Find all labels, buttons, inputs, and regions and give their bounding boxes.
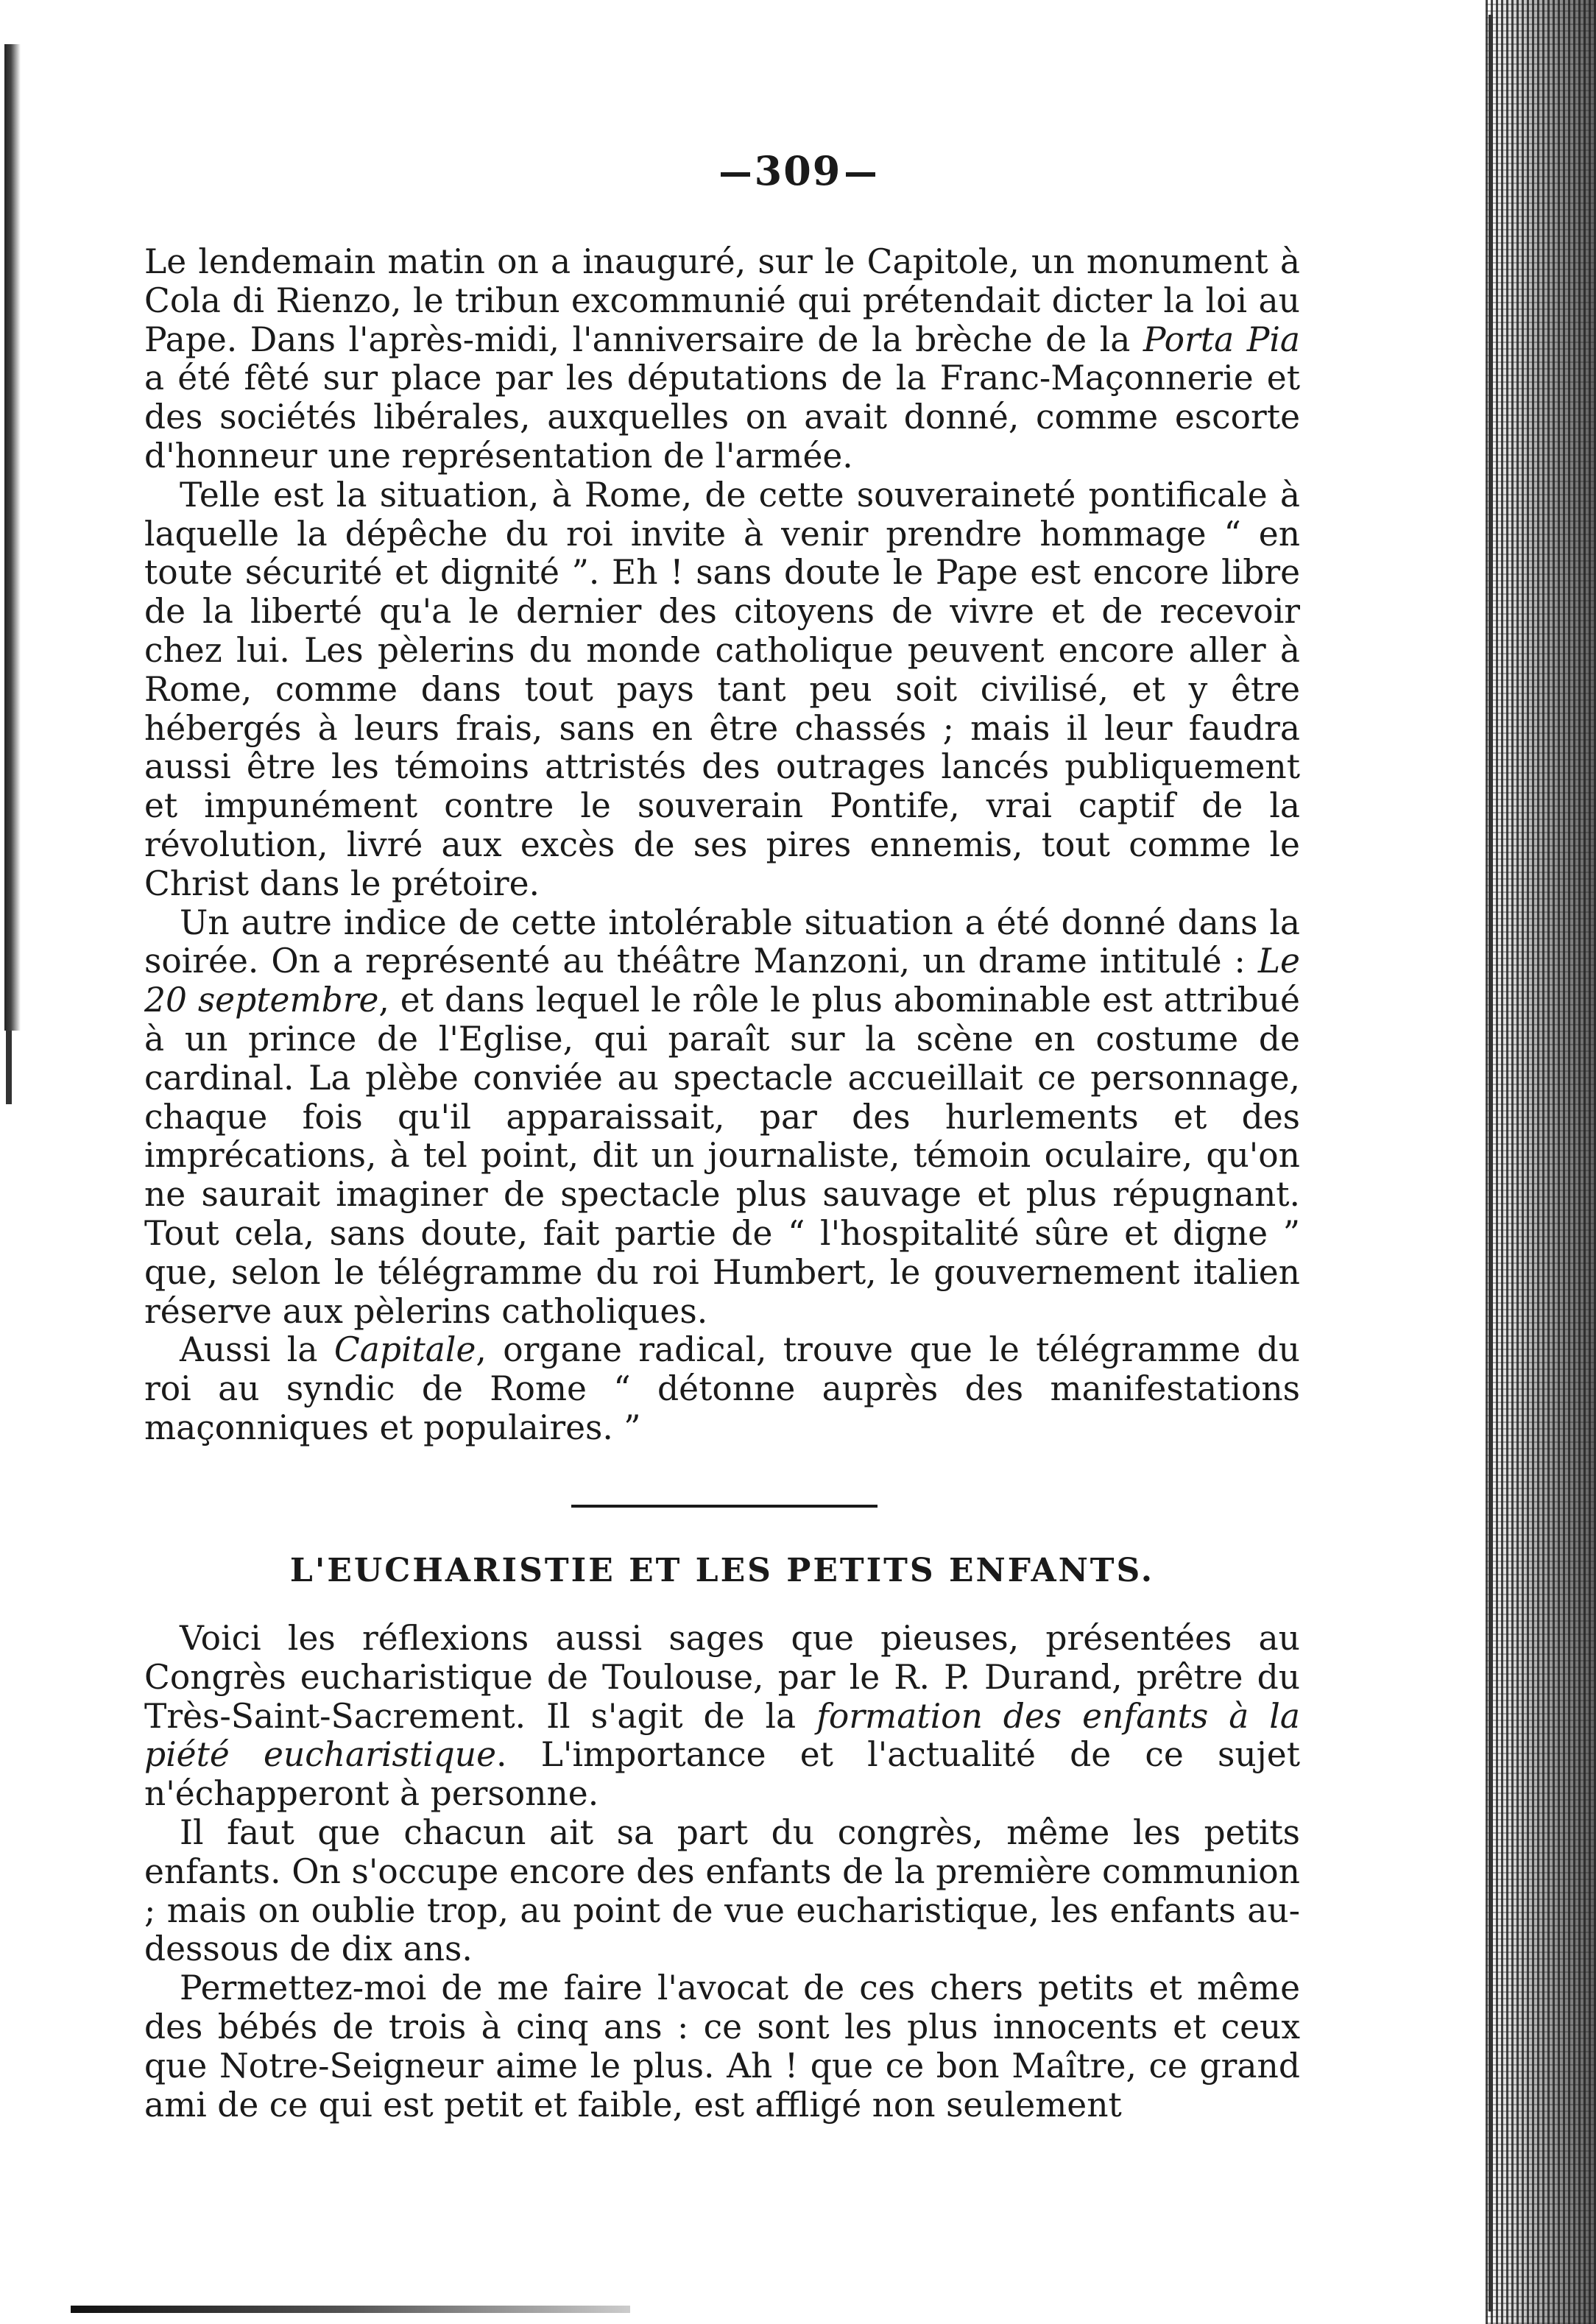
text-run: a été fêté sur place par les députations de la Franc-Maçonnerie et des sociétés libérales, auxquelles on avait donné, comme escorte d'honneur une représentation de l'armée. xyxy=(144,359,1300,476)
text-run: Telle est la situation, à Rome, de cette souveraineté pontificale à laquelle la dépêche du roi invite à venir prendre hommage “ en toute sécurité et dignité ”. Eh ! sans doute le Pape est encore libre de la liberté qu'a le dernier des citoyens de vivre et de recevoir chez lui. Les pèlerins du monde catholique peuvent encore aller à Rome, comme dans tout pays tant peu soit civilisé, et y être hébergés à leurs frais, sans en être chassés ; mais il leur faudra aussi être les témoins attristés des outrages lancés publiquement et impunément contre le souverain Pontife, vrai captif de la révolution, livré aux excès de ses pires ennemis, tout comme le Christ dans le prétoire. xyxy=(144,475,1300,903)
text-run: , et dans lequel le rôle le plus abominable est attribué à un prince de l'Eglise, qui paraît sur la scène en costume de cardinal. La plèbe conviée au spectacle accueillait ce personnage, chaque fois qu'il apparaissait, par des hurlements et des imprécations, à tel point, dit un journaliste, témoin oculaire, qu'on ne saurait imaginer de spectacle plus sauvage et plus répugnant. Tout cela, sans doute, fait partie de “ l'hospitalité sûre et digne ” que, selon le télégramme du roi Humbert, le gouvernement italien réserve aux pèlerins catholiques. xyxy=(144,981,1300,1331)
scan-streak xyxy=(71,2306,630,2313)
paragraph xyxy=(144,476,1300,904)
text-run: Il faut que chacun ait sa part du congrès, même les petits enfants. On s'occupe encore des enfants de la première communion ; mais on oublie trop, au point de vue eucharistique, les enfants au-dessous de dix ans. xyxy=(144,1812,1300,1969)
italic-text: formation des enfants à la piété eucharistique xyxy=(144,1696,1300,1775)
text-run: , organe radical, trouve que le télégramme du roi au syndic de Rome “ détonne auprès des manifestations maçonniques et populaires. ” xyxy=(144,1330,1300,1447)
paragraph xyxy=(144,1620,1300,1814)
paragraph xyxy=(144,1814,1300,1969)
paragraph xyxy=(144,1969,1300,2125)
italic-text: Capitale xyxy=(333,1330,476,1370)
binding-shadow-lower xyxy=(6,1031,12,1104)
page-edge-noise xyxy=(1486,0,1596,2324)
section-divider xyxy=(571,1505,878,1508)
header-dash-right xyxy=(846,172,875,177)
paragraph xyxy=(144,904,1300,1332)
text-run: Voici les réflexions aussi sages que pieuses, présentées au Congrès eucharistique de Toulouse, par le R. P. Durand, prêtre du Très-Saint-Sacrement. Il s'agit de la xyxy=(144,1619,1300,1736)
text-run: . L'importance et l'actualité de ce sujet n'échapperont à personne. xyxy=(144,1735,1300,1814)
page-header xyxy=(0,147,1596,194)
header-dash-left xyxy=(721,172,750,177)
text-run: Aussi la xyxy=(180,1330,334,1370)
paragraph xyxy=(144,243,1300,476)
text-run: Le lendemain matin on a inauguré, sur le Capitole, un monument à Cola di Rienzo, le tribun excommunié qui prétendait dicter la loi au Pape. Dans l'après-midi, l'anniversaire de la brèche de la xyxy=(144,242,1300,359)
article-body xyxy=(144,243,1300,1448)
section-title: L'EUCHARISTIE ET LES PETITS ENFANTS. xyxy=(289,1552,1155,1589)
page-number: 309 xyxy=(754,147,842,194)
paragraph xyxy=(144,1331,1300,1447)
text-run: Un autre indice de cette intolérable situation a été donné dans la soirée. On a représenté au théâtre Manzoni, un drame intitulé : xyxy=(144,903,1300,981)
text-run: Permettez-moi de me faire l'avocat de ces chers petits et même des bébés de trois à cinq ans : ce sont les plus innocents et ceux que Notre-Seigneur aime le plus. Ah ! que ce bon Maître, ce grand ami de ce qui est petit et faible, est affligé non seulement xyxy=(144,1968,1300,2125)
italic-text: Le 20 septembre xyxy=(144,942,1300,1020)
page-edge-rule xyxy=(1489,15,1493,2311)
section-body xyxy=(144,1620,1300,2125)
italic-text: Porta Pia xyxy=(1143,319,1301,359)
